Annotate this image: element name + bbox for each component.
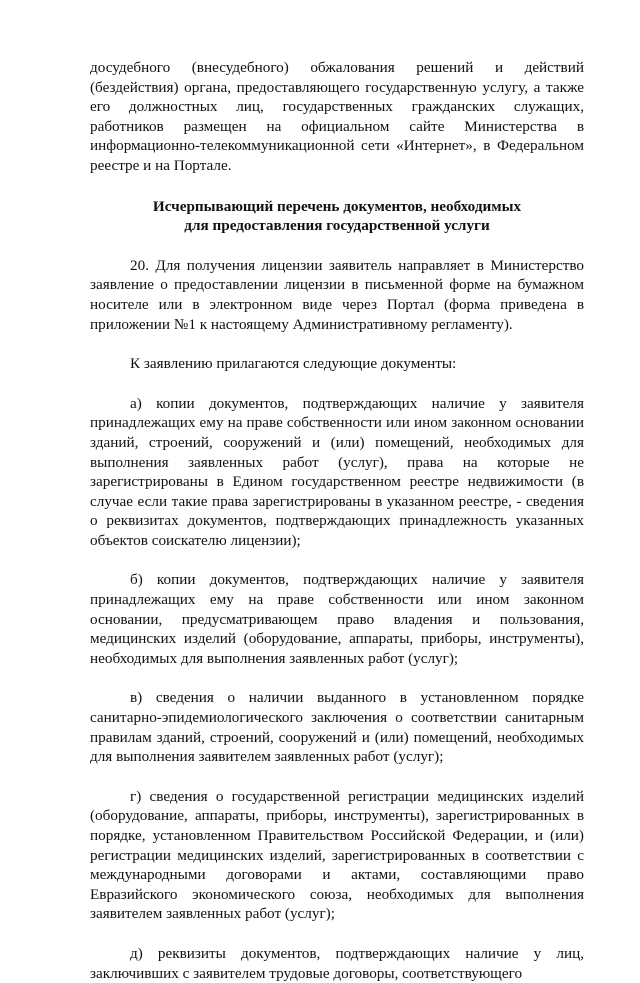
spacer bbox=[90, 767, 584, 787]
spacer bbox=[90, 550, 584, 570]
spacer bbox=[90, 334, 584, 354]
list-item-b: б) копии документов, подтверждающих наличие у заявителя принадлежащих ему на праве собственности или ином законном основании, предусматривающем право владения и пользования, медицинских изделий (оборудование, аппараты, приборы, инструменты), необходимых для выполнения заявленных работ (услуг); bbox=[90, 571, 584, 667]
paragraph-appeal-procedure: досудебного (внесудебного) обжалования решений и действий (бездействия) органа, предоставляющего государственную услугу, а также его должностных лиц, государственных гражданских служащих, работников размещен на официальном сайте Министерства в информационно-телекоммуникационной сети «Интернет», в Федеральном реестре и на Портале. bbox=[90, 59, 584, 174]
spacer bbox=[90, 374, 584, 394]
list-item-d: д) реквизиты документов, подтверждающих наличие у лиц, заключивших с заявителем трудовые договоры, соответствующего bbox=[90, 944, 584, 982]
list-item-a: а) копии документов, подтверждающих наличие у заявителя принадлежащих ему на праве собственности или ином законном основании зданий, строений, сооружений и (или) помещений, необходимых для выполнения заявленных работ (услуг), права на которые не зарегистрированы в Едином государственном реестре недвижимости (в случае если такие права зарегистрированы в указанном реестре, - сведения о реквизитах документов, подтверждающих принадлежность указанных объектов соискателю лицензии); bbox=[90, 394, 584, 549]
paragraph-attachments-intro: К заявлению прилагаются следующие документы: bbox=[130, 355, 457, 373]
section-heading-line-1: Исчерпывающий перечень документов, необходимых bbox=[152, 197, 522, 215]
list-item-g: г) сведения о государственной регистрации медицинских изделий (оборудование, аппараты, приборы, инструменты), зарегистрированных в порядке, установленном Правительством Российской Федерации, и (или) регистрации медицинских изделий, зарегистрированных в соответствии с международными договорами и актами, составляющими право Евразийского экономического союза, необходимых для выполнения заявителем заявленных работ (услуг); bbox=[90, 787, 584, 923]
spacer bbox=[90, 924, 584, 944]
spacer bbox=[90, 668, 584, 688]
spacer bbox=[90, 176, 584, 197]
document-page bbox=[90, 58, 584, 983]
section-heading-line-2: для предоставления государственной услуги bbox=[184, 217, 490, 235]
spacer bbox=[90, 236, 584, 256]
paragraph-20: 20. Для получения лицензии заявитель направляет в Министерство заявление о предоставлении лицензии в письменной форме на бумажном носителе или в электронном виде через Портал (форма приведена в приложении №1 к настоящему Административному регламенту). bbox=[90, 256, 584, 333]
list-item-v: в) сведения о наличии выданного в установленном порядке санитарно-эпидемиологического заключения о соответствии санитарным правилам зданий, строений, сооружений и (или) помещений, необходимых для выполнения заявителем заявленных работ (услуг); bbox=[90, 689, 584, 766]
